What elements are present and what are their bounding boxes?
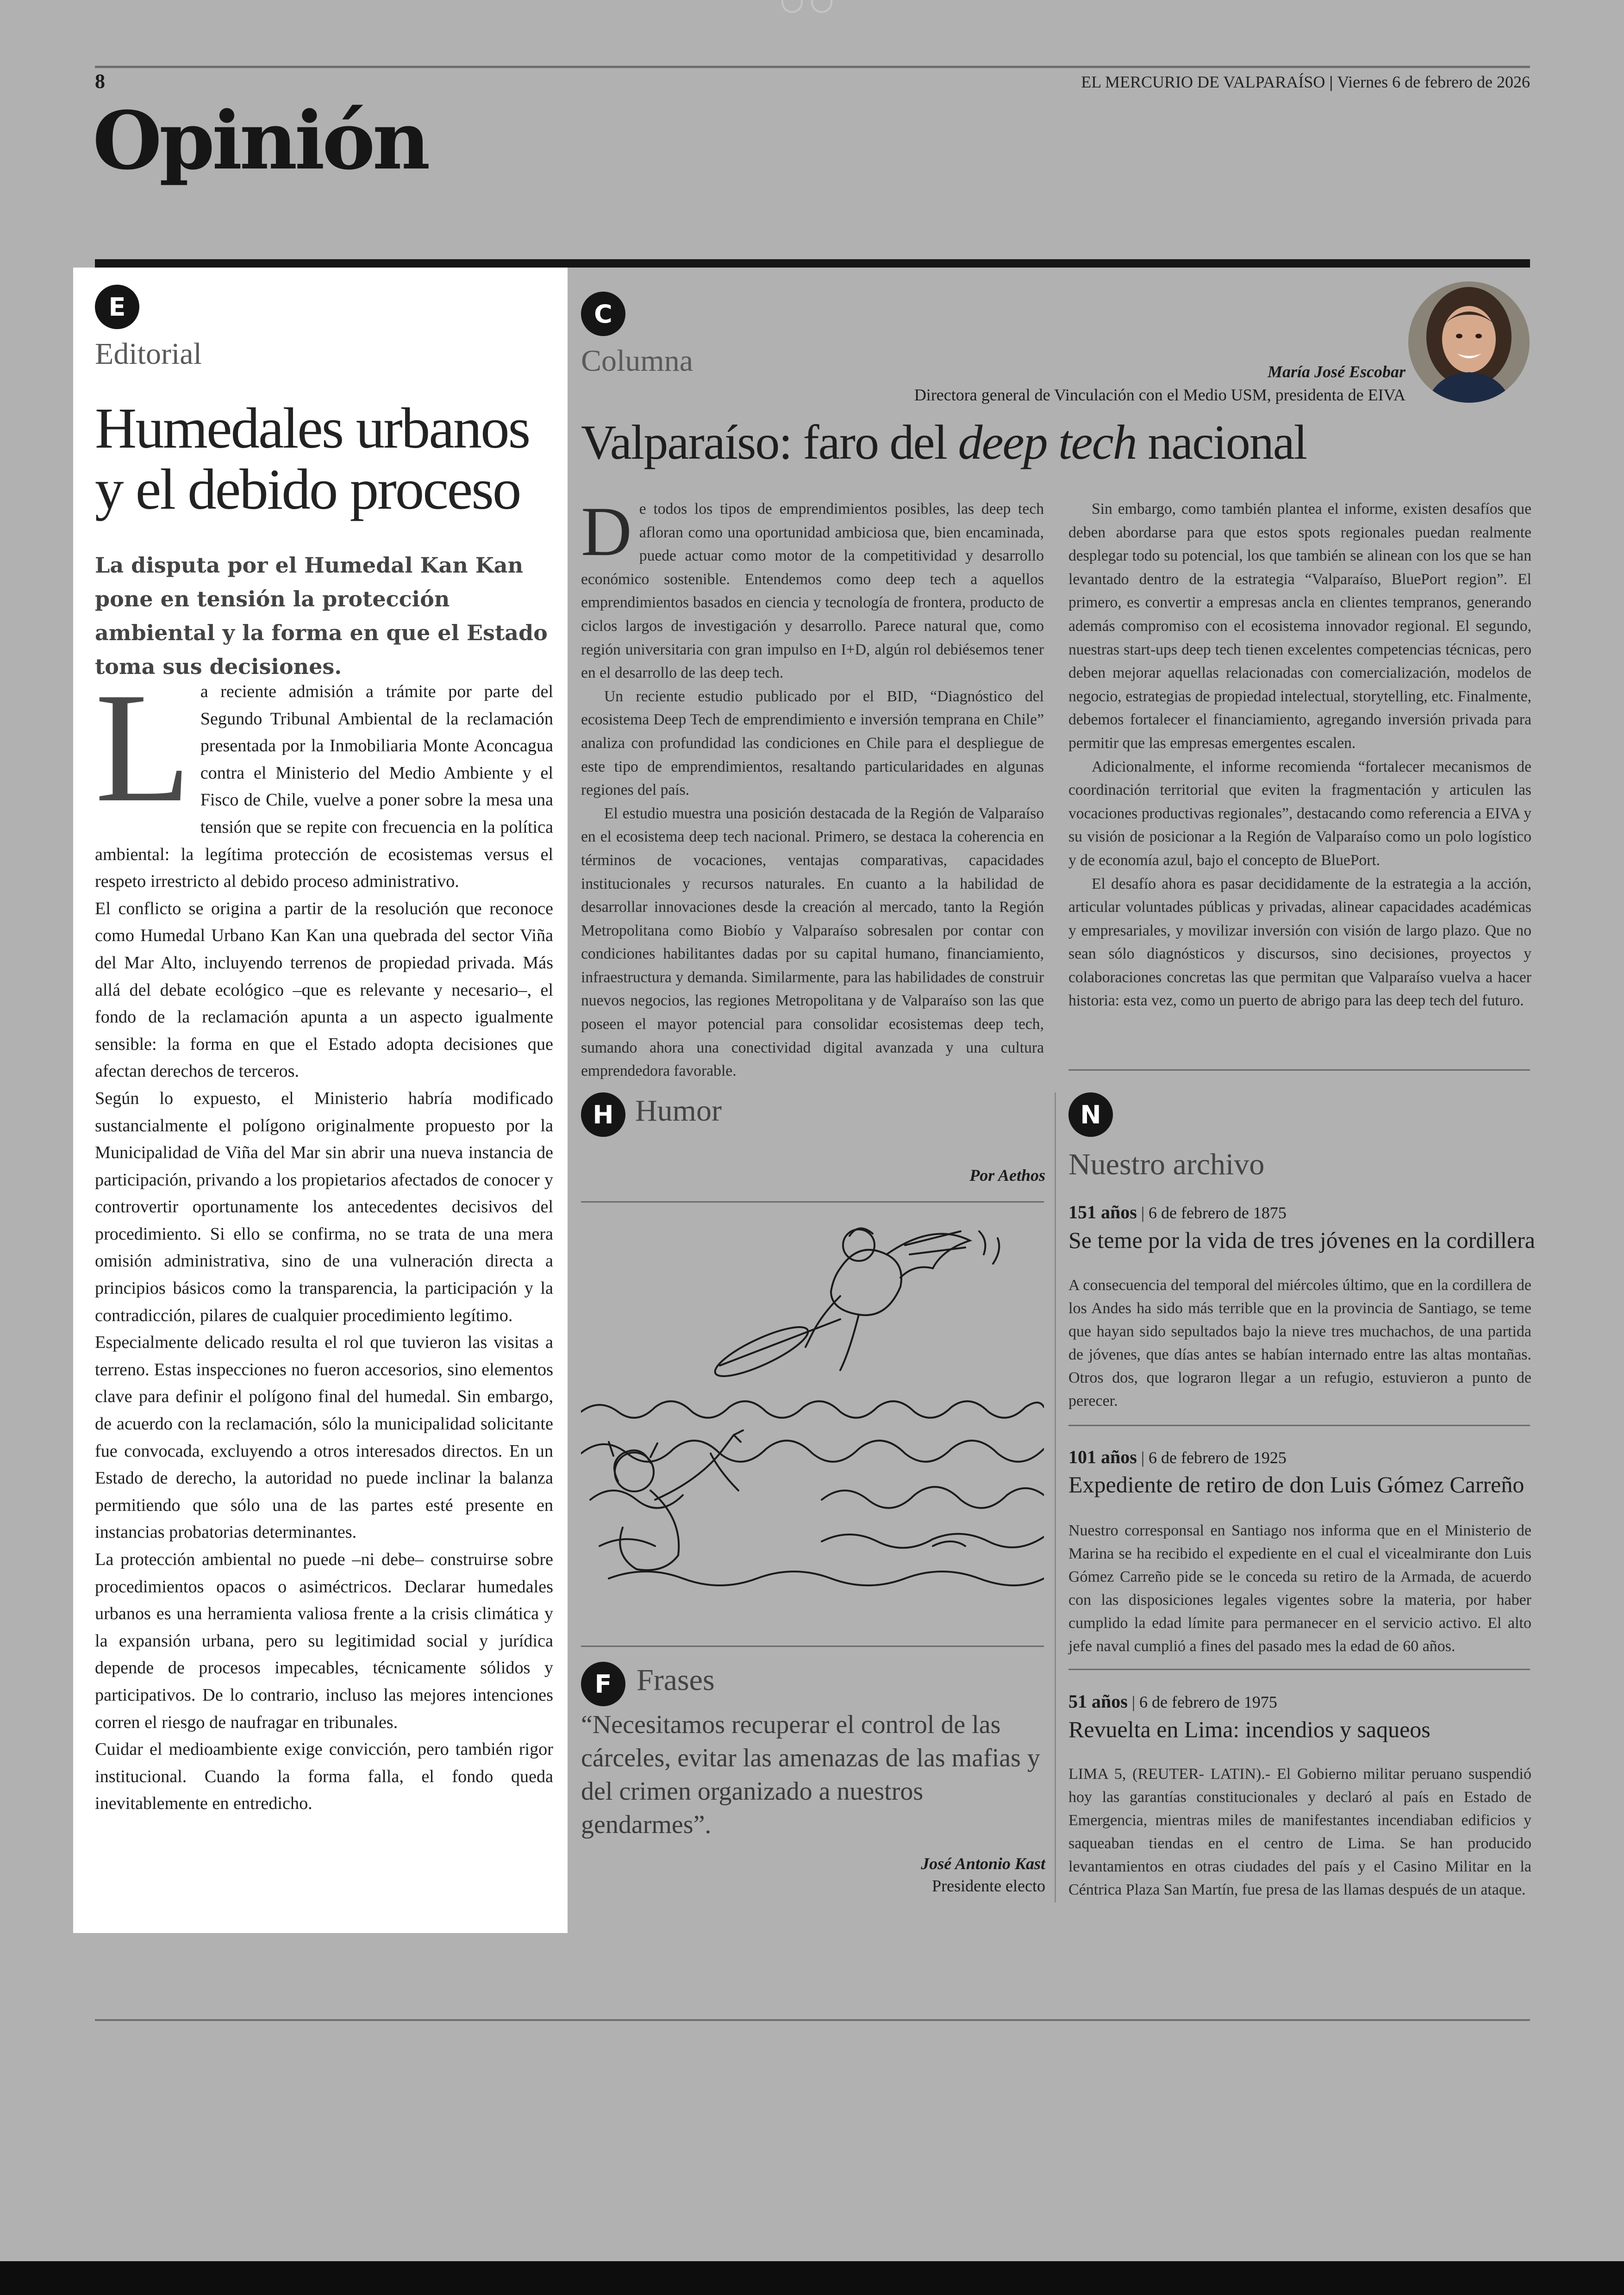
footer-rule <box>95 2019 1530 2021</box>
archive-item-header: 101 años | 6 de febrero de 1925 <box>1068 1447 1287 1467</box>
editorial-paragraph: La reciente admisión a trámite por parte del Segundo Tribunal Ambiental de la reclamación presentada por la Inmobiliaria Monte Aconcagua contra el Ministerio del Medio Ambiente y el Fisco de Chile, vuelve a poner sobre la mesa una tensión que se repite con frecuencia en la política ambiental: la legítima protección de ecosistemas versus el respeto irrestricto al debido proceso administrativo. <box>95 660 553 892</box>
section-rule <box>95 259 1530 268</box>
column-kicker: Columna <box>581 344 693 378</box>
archive-badge: N <box>1068 1092 1113 1137</box>
archive-item-title: Se teme por la vida de tres jóvenes en la cordillera <box>1068 1227 1535 1253</box>
frases-kicker: Frases <box>637 1663 715 1697</box>
frases-author: José Antonio Kast <box>921 1854 1045 1873</box>
header-rule <box>95 66 1530 68</box>
editorial-paragraph: Especialmente delicado resulta el rol que tuvieron las visitas a terreno. Estas inspecciones no fueron accesorios, sino elementos clave para definir el polígono final del humedal. Sin embargo, de acuerdo con la reclamación, sólo la municipalidad solicitante fue convocada, excluyendo a otros interesados directos. En un Estado de derecho, la autoridad no puede inclinar la balanza permitiendo que sólo una de las partes esté presente en instancias probatorias determinantes. <box>95 1333 553 1542</box>
archive-item-header: 51 años | 6 de febrero de 1975 <box>1068 1691 1277 1712</box>
column-title: Valparaíso: faro del deep tech nacional <box>581 415 1307 469</box>
column-dropcap: D <box>581 493 632 570</box>
frases-author-role: Presidente electo <box>932 1877 1045 1895</box>
editorial-badge: E <box>95 285 139 329</box>
author-portrait-icon <box>1408 281 1530 403</box>
humor-rule <box>581 1201 1044 1203</box>
editorial-deck: La disputa por el Humedal Kan Kan pone en tensión la protección ambiental y la forma en que el Estado toma sus decisiones. <box>95 553 548 679</box>
editorial-paragraph: Según lo expuesto, el Ministerio habría modificado sustancialmente el polígono originalmente propuesto por la Municipalidad de Viña del Mar sin abrir una nueva instancia de participación, privando a los propietarios afectados de conocer y controvertir oportunamente los antecedentes decisivos del procedimiento. Si ello se confirma, no se trata de una mera omisión administrativa, sino de una vulneración directa a principios básicos como la transparencia, la participación y la contradicción, pilares de cualquier procedimiento legítimo. <box>95 1088 553 1325</box>
column-badge: C <box>581 292 625 336</box>
column-paragraph: De todos los tipos de emprendimientos posibles, las deep tech afloran como una oportunidad ambiciosa que, bien encaminada, puede actuar como motor de la competitividad y desarrollo económico sostenible. Entendemos como deep tech a aquellos emprendimientos basados en ciencia y tecnología de frontera, producto de ciclos largos de investigación y desarrollo. Parece natural que, como región universitaria con gran impulso en I+D, algún rol debiésemos tener en el desarrollo de las deep tech. <box>581 493 1044 682</box>
archive-item-text: LIMA 5, (REUTER- LATIN).- El Gobierno militar peruano suspendió hoy las garantías constitucionales y declaró al país en Estado de Emergencia, mientras miles de manifestantes incendiaban edificios y saqueaban tiendas en el centro de Lima. Se han producido levantamientos en otras ciudades del país y el Casino Militar en la Céntrica Plaza San Martín, fue presa de las llamas después de un ataque. <box>1068 1765 1531 1898</box>
section-title: Opinión <box>93 94 428 187</box>
archive-item-title: Revuelta en Lima: incendios y saqueos <box>1068 1716 1430 1742</box>
archive-years: 51 años <box>1068 1691 1128 1712</box>
humor-kicker: Humor <box>635 1094 722 1128</box>
column-paragraph: Adicionalmente, el informe recomienda “fortalecer mecanismos de coordinación territorial que eviten la fragmentación y articulen las vocaciones productivas regionales”, destacando como referencia a EIVA y su visión de posicionar a la Región de Valparaíso como un polo logístico y de economía azul, bajo el concepto de BluePort. <box>1068 758 1531 869</box>
frases-rule <box>581 1646 1044 1647</box>
humor-byline: Por Aethos <box>969 1166 1045 1185</box>
author-avatar <box>1408 281 1530 403</box>
archive-divider <box>1068 1669 1530 1670</box>
column-end-rule <box>1068 1069 1530 1071</box>
archive-years: 151 años <box>1068 1202 1137 1222</box>
archive-date: 6 de febrero de 1925 <box>1149 1448 1287 1467</box>
column-divider <box>1055 1092 1056 1902</box>
archive-item-header: 151 años | 6 de febrero de 1875 <box>1068 1202 1287 1222</box>
column-body-right <box>1068 498 1531 1013</box>
editorial-paragraph: La protección ambiental no puede –ni debe– construirse sobre procedimientos opacos o asiméctricos. Declarar humedales urbanos es una herramienta valiosa frente a la crisis climática y la expansión urbana, pero su legitimidad social y jurídica depende de procesos impecables, técnicamente sólidos y participativos. De lo contrario, incluso las mejores intenciones corren el riesgo de naufragar en tribunales. <box>95 1550 553 1732</box>
editorial-paragraph: El conflicto se origina a partir de la resolución que reconoce como Humedal Urbano Kan Kan una quebrada del sector Viña del Mar Alto, incluyendo terrenos de propiedad privada. Más allá del debate ecológico –que es relevante y necesario–, el fondo de la reclamación apunta a un aspecto igualmente sensible: la forma en que el Estado adopta decisiones que afectan derechos de terceros. <box>95 898 553 1081</box>
masthead-separator: | <box>1329 73 1337 91</box>
archive-date: 6 de febrero de 1975 <box>1139 1693 1277 1711</box>
column-paragraph: El desafío ahora es pasar decididamente de la estrategia a la acción, articular voluntades públicas y privadas, alinear capacidades académicas y empresariales, y movilizar inversión con visión de largo plazo. Que no sean sólo diagnósticos y discursos, sino decisiones, proyectos y colaboraciones concretas las que permitan que Valparaíso vuelva a hacer historia: esta vez, como un puerto de abrigo para las deep tech del futuro. <box>1068 875 1531 1010</box>
archive-divider <box>1068 1425 1530 1426</box>
frases-badge: F <box>581 1662 625 1706</box>
newspaper-name: EL MERCURIO DE VALPARAÍSO <box>1081 73 1325 91</box>
editorial-dropcap: L <box>95 660 191 835</box>
page-navigation <box>781 0 842 14</box>
humor-badge: H <box>581 1092 625 1137</box>
humor-cartoon <box>581 1213 1044 1611</box>
editorial-kicker: Editorial <box>95 337 202 371</box>
editorial-paragraph: Cuidar el medioambiente exige convicción, pero también rigor institucional. Cuando la forma falla, el fondo queda inevitablemente en entredicho. <box>95 1740 553 1814</box>
issue-date: Viernes 6 de febrero de 2026 <box>1337 73 1530 91</box>
previous-page-indicator[interactable] <box>781 0 803 13</box>
archive-item-text: Nuestro corresponsal en Santiago nos informa que en el Ministerio de Marina se ha recibido el expediente en el cual el vicealmirante don Luis Gómez Carreño pide se le conceda su retiro de la Armada, de acuerdo con las disposiciones legales vigentes sobre la materia, por haber cumplido la edad límite para permanecer en el servicio activo. El alto jefe naval cumplió a fines del pasado mes la edad de 60 años. <box>1068 1522 1531 1655</box>
frases-quote: “Necesitamos recuperar el control de las cárceles, evitar las amenazas de las mafias y del crimen organizado a nuestros gendarmes”. <box>581 1710 1040 1839</box>
editorial-title: Humedales urbanos y el debido proceso <box>95 397 530 522</box>
column-paragraph: El estudio muestra una posición destacada de la Región de Valparaíso en el ecosistema deep tech nacional. Primero, se destaca la coherencia en términos de vocaciones, ventajas comparativas, capacidades institucionales y recursos naturales. En cuanto a la habilidad de desarrollar innovaciones desde la creación al mercado, tanto la Región Metropolitana como Biobío y Valparaíso sobresalen por contar con condiciones habilitantes dadas por su capital humano, financiamiento, infraestructura y demanda. Similarmente, para las habilidades de construir nuevos negocios, las regiones Metropolitana y de Valparaíso son las que poseen el mayor potencial para consolidar ecosistemas deep tech, sumando ahora una conectividad digital avanzada y una cultura emprendedora favorable. <box>581 804 1044 1080</box>
column-title-italic: deep tech <box>958 415 1137 469</box>
cartoon-illustration-icon <box>581 1213 1044 1611</box>
column-author-role: Directora general de Vinculación con el Medio USM, presidenta de EIVA <box>914 386 1405 404</box>
masthead-info <box>1081 72 1530 92</box>
viewer-bottom-bar <box>0 2261 1624 2295</box>
archive-item-title: Expediente de retiro de don Luis Gómez Carreño <box>1068 1472 1524 1497</box>
archive-kicker: Nuestro archivo <box>1068 1148 1265 1181</box>
archive-item-text: A consecuencia del temporal del miércoles último, que en la cordillera de los Andes ha sido más terrible que en la provincia de Santiago, se teme que hayan sido sepultados bajo la nieve tres muchachos, de una partida de jóvenes, que días antes se habían internado entre las altas montañas. Otros dos, que lograron llegar a un refugio, estuvieron a punto de perecer. <box>1068 1277 1531 1409</box>
column-author-name: María José Escobar <box>1267 362 1405 381</box>
archive-date: 6 de febrero de 1875 <box>1149 1204 1287 1222</box>
column-body-left <box>581 493 1044 1083</box>
column-paragraph: Un reciente estudio publicado por el BID, “Diagnóstico del ecosistema Deep Tech de emprendimiento e inversión temprana en Chile” analiza con profundidad las condiciones en Chile para el despliegue de este tipo de emprendimientos, resaltando particularidades en algunas regiones del país. <box>581 687 1044 799</box>
next-page-indicator[interactable] <box>811 0 832 13</box>
editorial-body <box>95 660 553 1817</box>
column-paragraph: Sin embargo, como también plantea el informe, existen desafíos que deben abordarse para que estos spots regionales puedan realmente desplegar todo su potencial, los que también se alinean con los que se han levantado dentro de la estrategia “Valparaíso, BluePort region”. El primero, es convertir a empresas ancla en clientes tempranos, generando además compromiso con el ecosistema innovador regional. El segundo, nuestras start-ups deep tech tienen excelentes competencias técnicas, pero deben mejorar aquellas relacionadas con comercialización, modelos de negocio, estrategias de propiedad intelectual, storytelling, etc. Finalmente, debemos fortalecer el financiamiento, agregando inversión privada para permitir que las empresas emergentes escalen. <box>1068 500 1531 752</box>
page-number: 8 <box>95 70 105 93</box>
archive-years: 101 años <box>1068 1447 1137 1467</box>
